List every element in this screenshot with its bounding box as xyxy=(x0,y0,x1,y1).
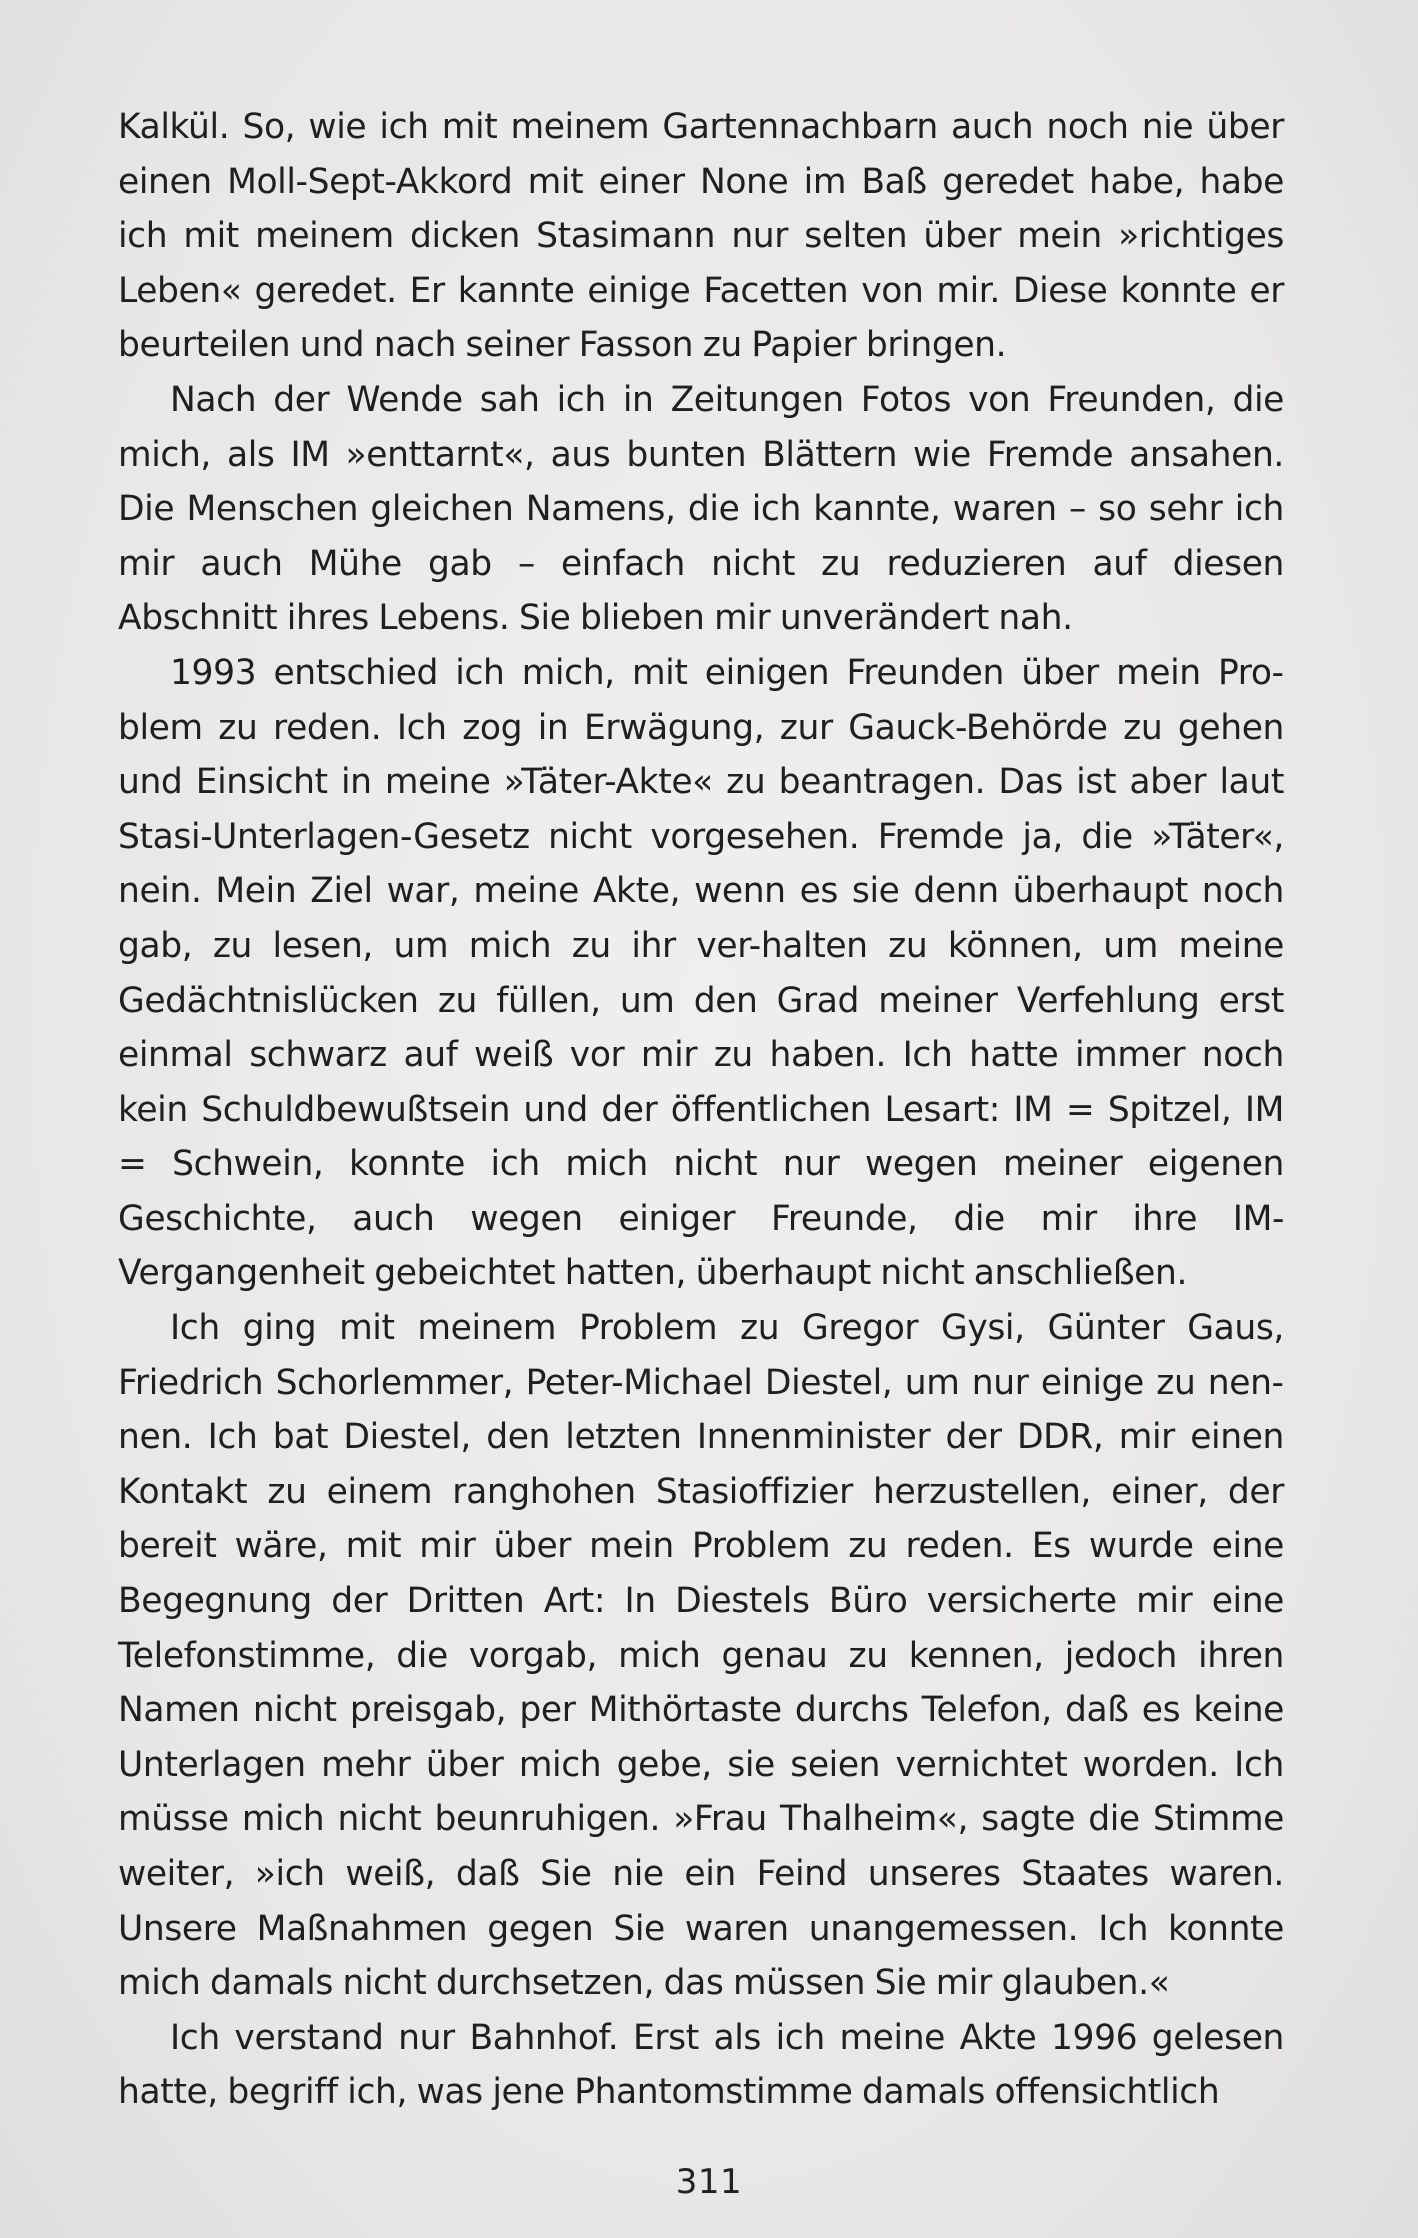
page-number: 311 xyxy=(675,2162,743,2202)
book-page xyxy=(118,100,1284,2150)
paragraph-2: Nach der Wende sah ich in Zeitungen Fotos von Freunden, die mich, als IM »enttarnt«, aus bunten Blättern wie Fremde ansahen. Die Menschen gleichen Namens, die ich kannte, waren – so sehr ich mir auch Mühe gab – einfach nicht zu reduzieren auf diesen Abschnitt ihres Lebens. Sie blieben mir unverändert nah. xyxy=(118,379,1284,639)
body-text xyxy=(118,100,1284,2120)
paragraph-4: Ich ging mit meinem Problem zu Gregor Gysi, Günter Gaus, Friedrich Schorlemmer, Peter-Michael Diestel, um nur einige zu nennen. Ich bat Diestel, den letzten Innenminister der DDR, mir einen Kontakt zu einem ranghohen Stasioffizier herzustellen, einer, der bereit wäre, mit mir über mein Problem zu reden. Es wurde eine Begegnung der Dritten Art: In Diestels Büro versicherte mir eine Telefonstimme, die vorgab, mich genau zu kennen, jedoch ihren Namen nicht preisgab, per Mithörtaste durchs Telefon, daß es keine Unterlagen mehr über mich gebe, sie seien vernichtet worden. Ich müsse mich nicht beunruhigen. »Frau Thalheim«, sagte die Stimme weiter, »ich weiß, daß Sie nie ein Feind unseres Staates waren. Unsere Maßnahmen gegen Sie waren unangemessen. Ich konnte mich damals nicht durchsetzen, das müssen Sie mir glauben.« xyxy=(118,1308,1284,2004)
paragraph-1: Kalkül. So, wie ich mit meinem Gartennachbarn auch noch nie über einen Moll-Sept-Akkord mit einer None im Baß geredet habe, habe ich mit meinem dicken Stasimann nur selten über mein »richtiges Leben« geredet. Er kannte einige Facetten von mir. Diese konnte er beurteilen und nach seiner Fasson zu Papier bringen. xyxy=(118,107,1284,366)
paragraph-3: 1993 entschied ich mich, mit einigen Freunden über mein Problem zu reden. Ich zog in Erwägung, zur Gauck-Behörde zu gehen und Einsicht in meine »Täter-Akte« zu beantragen. Das ist aber laut Stasi-Unterlagen-Gesetz nicht vorgesehen. Fremde ja, die »Täter«, nein. Mein Ziel war, meine Akte, wenn es sie denn überhaupt noch gab, zu lesen, um mich zu ihr ver-halten zu können, um meine Gedächtnislücken zu füllen, um den Grad meiner Verfehlung erst einmal schwarz auf weiß vor mir zu haben. Ich hatte immer noch kein Schuldbewußtsein und der öffentlichen Lesart: IM = Spitzel, IM = Schwein, konnte ich mich nicht nur wegen meiner eigenen Geschichte, auch wegen einiger Freunde, die mir ihre IM-Vergangenheit gebeichtet hatten, überhaupt nicht anschließen. xyxy=(118,652,1284,1294)
paragraph-5: Ich verstand nur Bahnhof. Erst als ich meine Akte 1996 gelesen hatte, begriff ich, was jene Phantomstimme damals offensichtlich xyxy=(118,2017,1284,2113)
